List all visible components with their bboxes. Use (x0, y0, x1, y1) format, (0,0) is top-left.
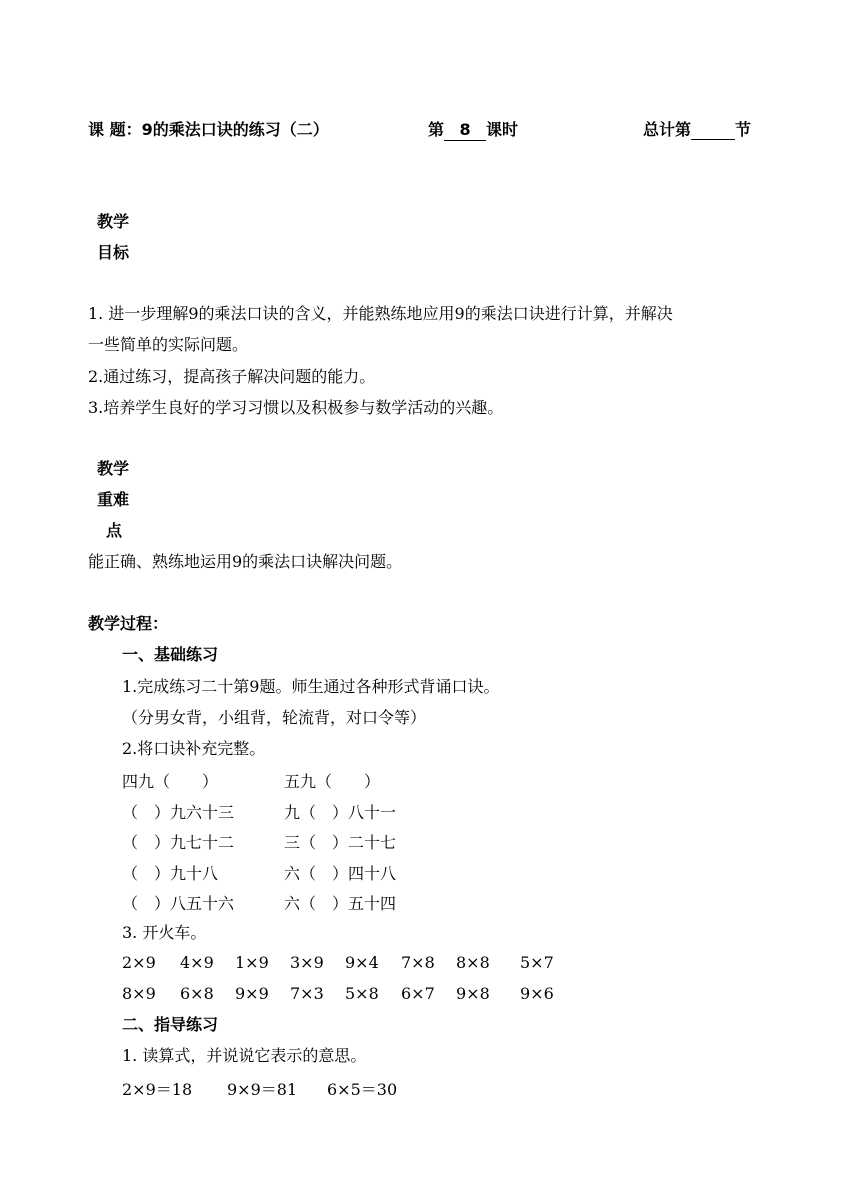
total-number (691, 122, 735, 140)
equation: 9×9＝81 (227, 1080, 298, 1099)
goal-item: 一些简单的实际问题。 (88, 335, 249, 354)
goal-item: 2.通过练习，提高孩子解决问题的能力。 (88, 367, 376, 386)
train-cell: 7×3 (290, 984, 324, 1003)
fill-cell: （ ）九六十三 (122, 803, 235, 822)
lesson-number: 8 (444, 120, 486, 141)
goals-label-1: 教学 (97, 212, 130, 231)
train-cell: 3×9 (290, 953, 324, 972)
train-cell: 6×7 (401, 984, 435, 1003)
goal-item: 3.培养学生良好的学习习惯以及积极参与数学活动的兴趣。 (88, 398, 504, 417)
train-cell: 5×8 (345, 984, 379, 1003)
train-cell: 8×9 (122, 984, 156, 1003)
header-total (643, 120, 751, 140)
train-cell: 7×8 (401, 953, 435, 972)
train-cell: 9×9 (235, 984, 269, 1003)
train-cell: 8×8 (456, 953, 490, 972)
fill-row (122, 891, 822, 911)
step-1-note: （分男女背，小组背，轮流背，对口令等） (122, 708, 427, 727)
goal-item: 1. 进一步理解9的乘法口诀的含义，并能熟练地应用9的乘法口诀进行计算，并解决 (88, 304, 673, 323)
fill-cell: （ ）八五十六 (122, 894, 235, 913)
keypoints-label-1: 教学 (97, 459, 130, 478)
topic-title: 9的乘法口诀的练习（二） (141, 120, 329, 139)
keypoints-text: 能正确、熟练地运用9的乘法口诀解决问题。 (88, 552, 403, 571)
fill-cell: 三（ ）二十七 (284, 833, 397, 852)
total-prefix: 总计第 (643, 120, 692, 139)
equation-row (122, 1077, 822, 1097)
step-3: 3. 开火车。 (122, 923, 207, 942)
fill-cell: 四九（ ） (122, 772, 219, 791)
header-topic (88, 120, 329, 140)
section-guided-practice: 二、指导练习 (122, 1015, 219, 1034)
process-label: 教学过程： (88, 614, 169, 633)
fill-row (122, 830, 822, 850)
train-cell: 4×9 (180, 953, 214, 972)
train-cell: 9×4 (345, 953, 379, 972)
fill-row (122, 769, 822, 789)
lesson-suffix: 课时 (486, 120, 519, 139)
section-basic-practice: 一、基础练习 (122, 645, 219, 664)
step-1: 1.完成练习二十第9题。师生通过各种形式背诵口诀。 (122, 677, 500, 696)
header-lesson (428, 120, 518, 141)
train-cell: 1×9 (235, 953, 269, 972)
equation: 2×9＝18 (122, 1080, 193, 1099)
fill-row (122, 861, 822, 881)
guide-step-1: 1. 读算式，并说说它表示的意思。 (122, 1046, 367, 1065)
goals-label-2: 目标 (97, 243, 130, 262)
train-cell: 9×8 (456, 984, 490, 1003)
fill-cell: （ ）九十八 (122, 864, 219, 883)
fill-cell: 九（ ）八十一 (284, 803, 397, 822)
train-row (122, 984, 822, 1004)
step-2: 2.将口诀补充完整。 (122, 739, 266, 758)
fill-row (122, 800, 822, 820)
fill-cell: 六（ ）五十四 (284, 894, 397, 913)
train-cell: 5×7 (520, 953, 554, 972)
keypoints-label-2: 重难 (97, 490, 130, 509)
fill-cell: （ ）九七十二 (122, 833, 235, 852)
fill-cell: 五九（ ） (284, 772, 381, 791)
fill-cell: 六（ ）四十八 (284, 864, 397, 883)
lesson-prefix: 第 (428, 120, 445, 139)
train-row (122, 953, 822, 973)
keypoints-label-3: 点 (106, 521, 123, 540)
train-cell: 6×8 (180, 984, 214, 1003)
train-cell: 2×9 (122, 953, 156, 972)
train-cell: 9×6 (520, 984, 554, 1003)
equation: 6×5＝30 (327, 1080, 398, 1099)
topic-label: 课 题： (88, 120, 142, 139)
total-suffix: 节 (735, 120, 752, 139)
